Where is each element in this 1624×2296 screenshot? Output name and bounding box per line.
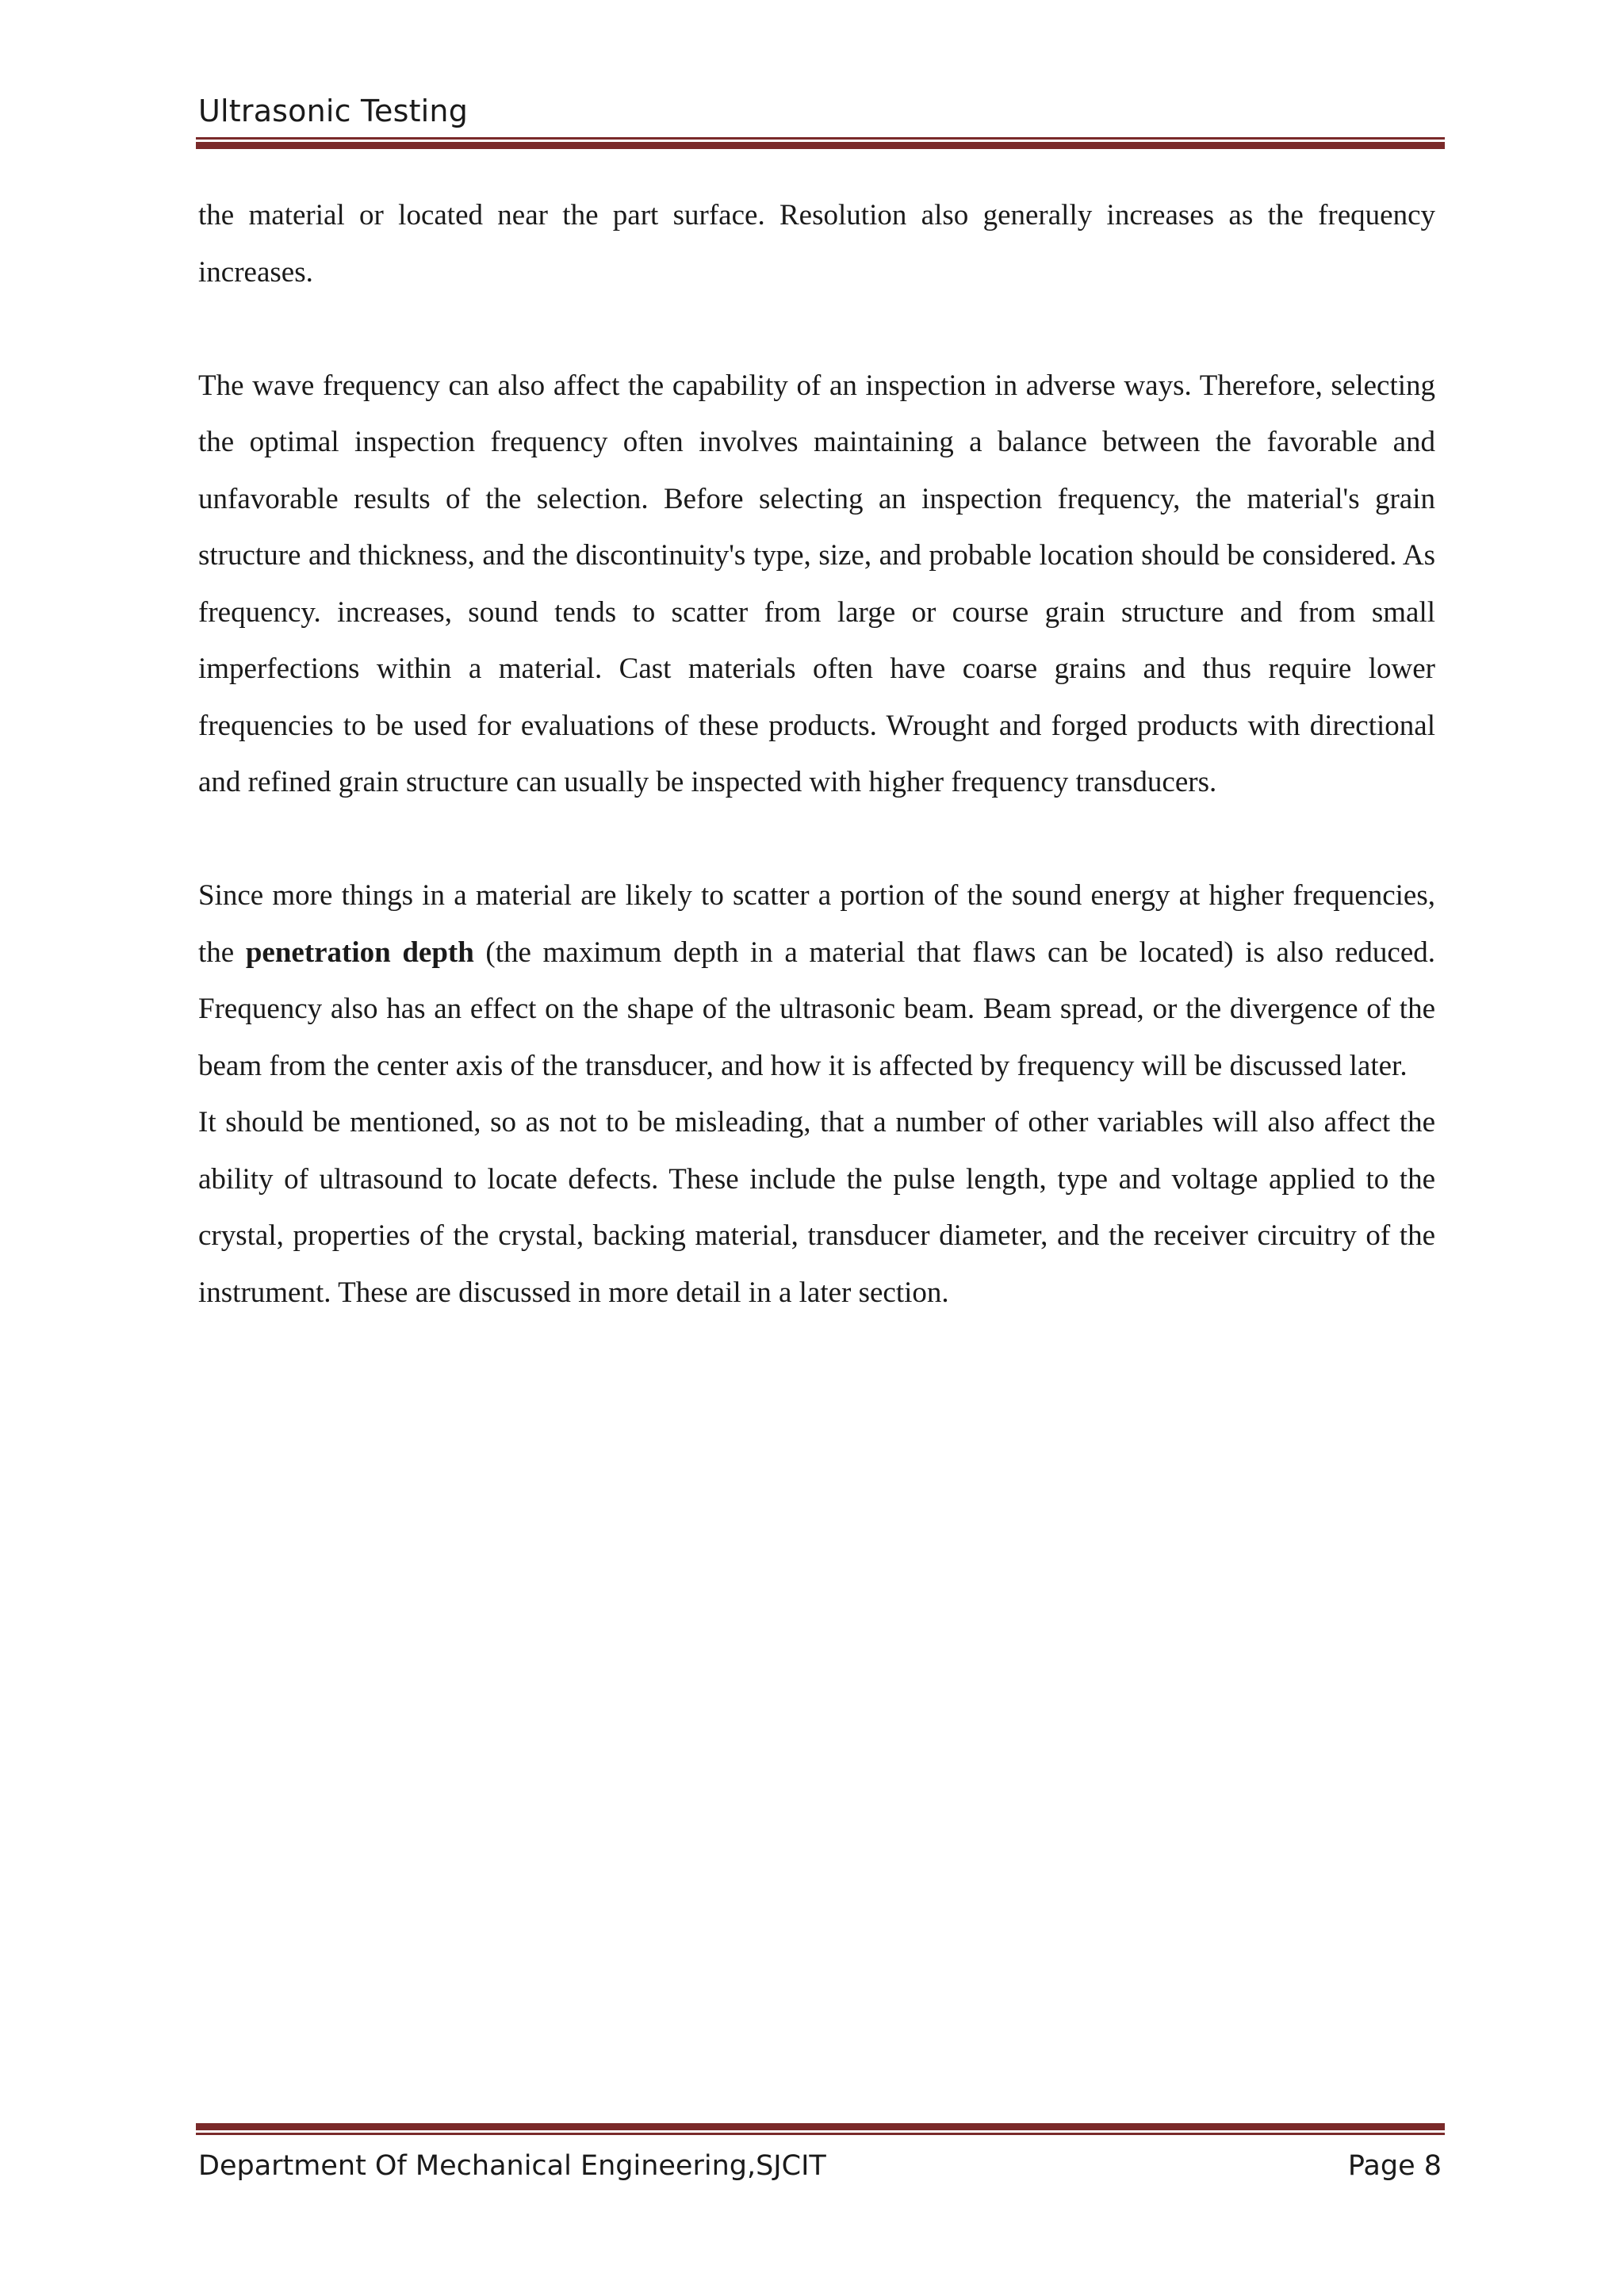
footer-page-number: Page 8 [1347, 2150, 1442, 2182]
penetration-depth-term: penetration depth [245, 936, 474, 969]
paragraph-3 [198, 867, 1435, 1094]
paragraph-4: It should be mentioned, so as not to be misleading, that a number of other variables will also affect the ability of ultrasound to locate defects. These include the pulse length, type and voltage applied to the crystal, properties of the crystal, backing material, transducer diameter, and the receiver circuitry of the instrument. These are discussed in more detail in a later section. [198, 1106, 1435, 1309]
paragraph-1: the material or located near the part surface. Resolution also generally increases as the frequency increases. [198, 199, 1435, 289]
paragraph-3-end: (the maximum depth in a material that flaws can be located) is also reduced. Frequency also has an effect on the shape of the ultrasonic beam. Beam spread, or the divergence of the beam from the center axis of the transducer, and how it is affected by frequency will be discussed later. [198, 936, 1436, 1082]
body-text [198, 187, 1435, 1321]
footer-department: Department Of Mechanical Engineering,SJCIT [198, 2150, 826, 2182]
footer-rule [196, 2123, 1445, 2135]
paragraph-3-start: Since more things in a material are likely to scatter a portion of the sound energy at higher frequencies, the [198, 879, 1435, 969]
header-rule [196, 137, 1445, 149]
paragraph-2: The wave frequency can also affect the capability of an inspection in adverse ways. Therefore, selecting the optimal inspection frequency often involves maintaining a balance between the favorable and unfavorable results of the selection. Before selecting an inspection frequency, the material's grain structure and thickness, and the discontinuity's type, size, and probable location should be considered. As frequency. increases, sound tends to scatter from large or course grain structure and from small imperfections within a material. Cast materials often have coarse grains and thus require lower frequencies to be used for evaluations of these products. Wrought and forged products with directional and refined grain structure can usually be inspected with higher frequency transducers. [198, 369, 1435, 798]
header-title: Ultrasonic Testing [198, 94, 469, 128]
